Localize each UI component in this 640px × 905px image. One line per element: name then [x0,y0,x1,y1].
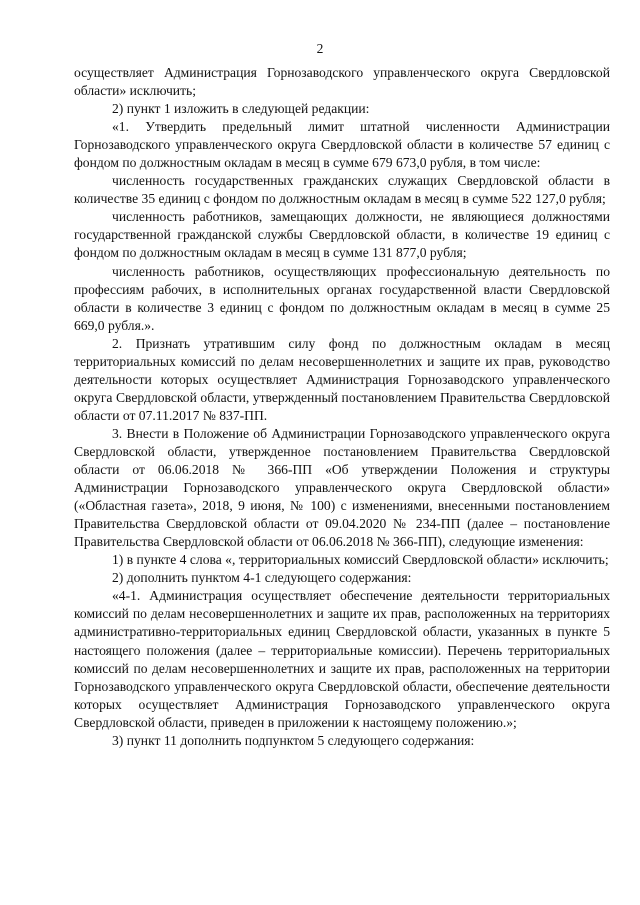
paragraph-item-2: 2) пункт 1 изложить в следующей редакции: [112,101,370,117]
paragraph-subitem-3: 3) пункт 11 дополнить подпунктом 5 следующего содержания: [112,732,475,748]
page-number: 2 [316,41,324,56]
paragraph-continuation: осуществляет Администрация Горнозаводского управленческого округа Свердловской области» исключить; [74,65,610,99]
paragraph-quoted-point-4-1: «4-1. Администрация осуществляет обеспечение деятельности территориальных комиссий по делам несовершеннолетних и защите их прав, расположенных на территориях административно-территориальных единиц Свердловской области, указанных в пункте 5 настоящего положения (далее – территориальные комиссии). Перечень территориальных комиссий по делам несовершеннолетних и защите их прав, расположенных на территории Горнозаводского управленческого округа Свердловской области, обеспечение деятельности которых осуществляет Администрация Горнозаводского управленческого округа Свердловской области, приведен в приложении к настоящему положению.»; [74,588,610,730]
paragraph-quoted-point-1: «1. Утвердить предельный лимит штатной численности Администрации Горнозаводского управленческого округа Свердловской области в количестве 57 единиц с фондом по должностным окладам в месяц в сумме 679 673,0 рубля, в том числе: [74,119,610,171]
paragraph-point-3: 3. Внести в Положение об Администрации Горнозаводского управленческого округа Свердловской области, утвержденное постановлением Правительства Свердловской области от 06.06.2018 № 366-ПП «Об утверждении Положения и структуры Администрации Горнозаводского управленческого округа Свердловской области» («Областная газета», 2018, 9 июня, № 100) с изменениями, внесенными постановлением Правительства Свердловской области от 09.04.2020 № 234-ПП (далее – постановление Правительства Свердловской области от 06.06.2018 № 366-ПП), следующие изменения: [74,425,610,550]
paragraph-non-civil-positions: численность работников, замещающих должности, не являющиеся должностями государственной гражданской службы Свердловской области, в количестве 19 единиц с фондом по должностным окладам в месяц в сумме 131 877,0 рубля; [74,209,610,261]
paragraph-point-2: 2. Признать утратившим силу фонд по должностным окладам в месяц территориальных комиссий по делам несовершеннолетних и защите их прав, руководство деятельности которых осуществляет Администрация Горнозаводского управленческого округа Свердловской области, утвержденный постановлением Правительства Свердловской области от 07.11.2017 № 837-ПП. [74,335,610,423]
paragraph-workers: численность работников, осуществляющих профессиональную деятельность по профессиям рабочих, в исполнительных органах государственной власти Свердловской области в количестве 3 единиц с фондом по должностным окладам в месяц в сумме 25 669,0 рубля.». [74,263,610,333]
paragraph-civil-servants: численность государственных гражданских служащих Свердловской области в количестве 35 единиц с фондом по должностным окладам в месяц в сумме 522 127,0 рубля; [74,173,610,207]
paragraph-subitem-2: 2) дополнить пунктом 4-1 следующего содержания: [112,570,412,586]
paragraph-subitem-1: 1) в пункте 4 слова «, территориальных комиссий Свердловской области» исключить; [112,552,609,568]
document-body [74,64,610,750]
